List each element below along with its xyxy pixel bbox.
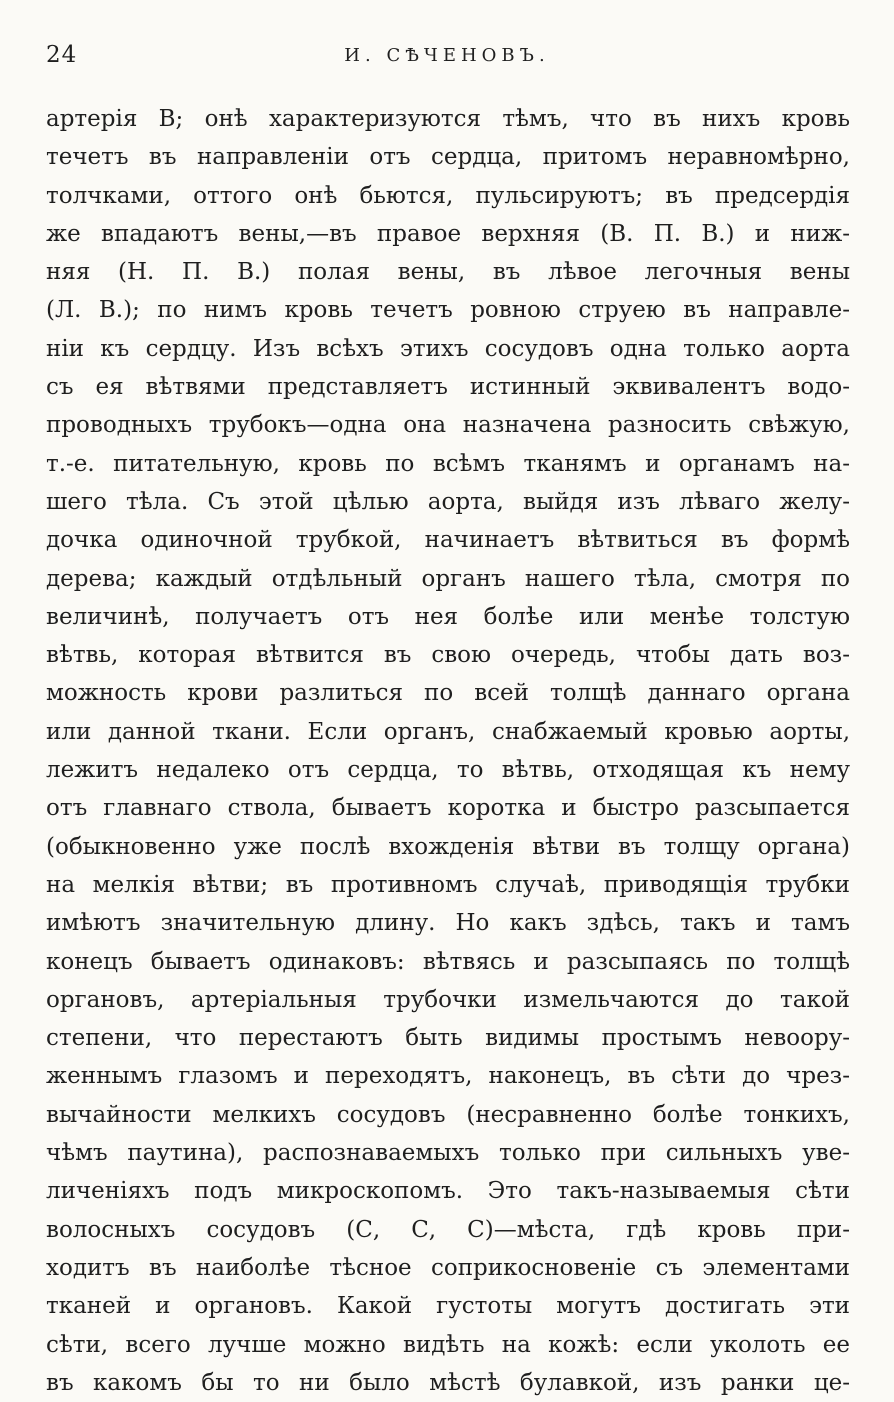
text-line: тканей и органовъ. Какой густоты могутъ достигать эти bbox=[46, 1293, 850, 1320]
text-line: отъ главнаго ствола, бываетъ коротка и быстро разсыпается bbox=[46, 795, 850, 822]
text-line: въ какомъ бы то ни было мѣстѣ булавкой, изъ ранки це- bbox=[46, 1369, 850, 1396]
text-line: волосныхъ сосудовъ (С, С, С)—мѣста, гдѣ кровь при- bbox=[46, 1216, 850, 1243]
text-line: дочка одиночной трубкой, начинаетъ вѣтвиться въ формѣ bbox=[46, 527, 850, 554]
text-line: величинѣ, получаетъ отъ нея болѣе или менѣе толстую bbox=[46, 603, 850, 630]
text-line: толчками, оттого онѣ бьются, пульсируютъ; въ предсердія bbox=[46, 182, 850, 209]
text-line: чѣмъ паутина), распознаваемыхъ только при сильныхъ уве- bbox=[46, 1140, 850, 1167]
text-line: вѣтвь, которая вѣтвится въ свою очередь, чтобы дать воз- bbox=[46, 642, 850, 669]
text-line: дерева; каждый отдѣльный органъ нашего тѣла, смотря по bbox=[46, 565, 850, 592]
running-head bbox=[46, 42, 848, 74]
text-line: органовъ, артеріальныя трубочки измельчаются до такой bbox=[46, 986, 850, 1013]
text-line: степени, что перестаютъ быть видимы простымъ невоору- bbox=[46, 1025, 850, 1052]
text-line: можность крови разлиться по всей толщѣ даннаго органа bbox=[46, 680, 850, 707]
text-line: ходитъ въ наиболѣе тѣсное соприкосновеніе съ элементами bbox=[46, 1254, 850, 1281]
text-line: съ ея вѣтвями представляетъ истинный эквивалентъ водо- bbox=[46, 374, 850, 401]
text-line: шего тѣла. Съ этой цѣлью аорта, выйдя изъ лѣваго желу- bbox=[46, 488, 850, 515]
text-line: ніи къ сердцу. Изъ всѣхъ этихъ сосудовъ одна только аорта bbox=[46, 335, 850, 362]
running-title: И. СѢЧЕНОВЪ. bbox=[344, 45, 550, 66]
body-text bbox=[46, 100, 850, 1402]
text-line: или данной ткани. Если органъ, снабжаемый кровью аорты, bbox=[46, 718, 850, 745]
text-line: (Л. В.); по нимъ кровь течетъ ровною струею въ направле- bbox=[46, 297, 850, 324]
text-line: т.-е. питательную, кровь по всѣмъ тканямъ и органамъ на- bbox=[46, 450, 850, 477]
text-line: сѣти, всего лучше можно видѣть на кожѣ: если уколоть ее bbox=[46, 1331, 850, 1358]
text-line: личеніяхъ подъ микроскопомъ. Это такъ-называемыя сѣти bbox=[46, 1178, 850, 1205]
text-line: артерія B; онѣ характеризуются тѣмъ, что въ нихъ кровь bbox=[46, 106, 850, 132]
text-line: же впадаютъ вены,—въ правое верхняя (В. П. В.) и ниж- bbox=[46, 220, 850, 247]
text-line: вычайности мелкихъ сосудовъ (несравненно болѣе тонкихъ, bbox=[46, 1101, 850, 1128]
text-line: имѣютъ значительную длину. Но какъ здѣсь, такъ и тамъ bbox=[46, 910, 850, 937]
text-line: проводныхъ трубокъ—одна она назначена разносить свѣжую, bbox=[46, 412, 850, 439]
text-line: (обыкновенно уже послѣ вхожденія вѣтви въ толщу органа) bbox=[46, 833, 850, 860]
text-line: женнымъ глазомъ и переходятъ, наконецъ, въ сѣти до чрез- bbox=[46, 1063, 850, 1090]
text-line: лежитъ недалеко отъ сердца, то вѣтвь, отходящая къ нему bbox=[46, 757, 850, 784]
text-line: течетъ въ направленіи отъ сердца, притомъ неравномѣрно, bbox=[46, 144, 850, 171]
text-line: няя (Н. П. В.) полая вены, въ лѣвое легочныя вены bbox=[46, 259, 850, 286]
text-line: на мелкія вѣтви; въ противномъ случаѣ, приводящія трубки bbox=[46, 871, 850, 898]
page-number: 24 bbox=[46, 42, 78, 68]
text-line: конецъ бываетъ одинаковъ: вѣтвясь и разсыпаясь по толщѣ bbox=[46, 948, 850, 975]
